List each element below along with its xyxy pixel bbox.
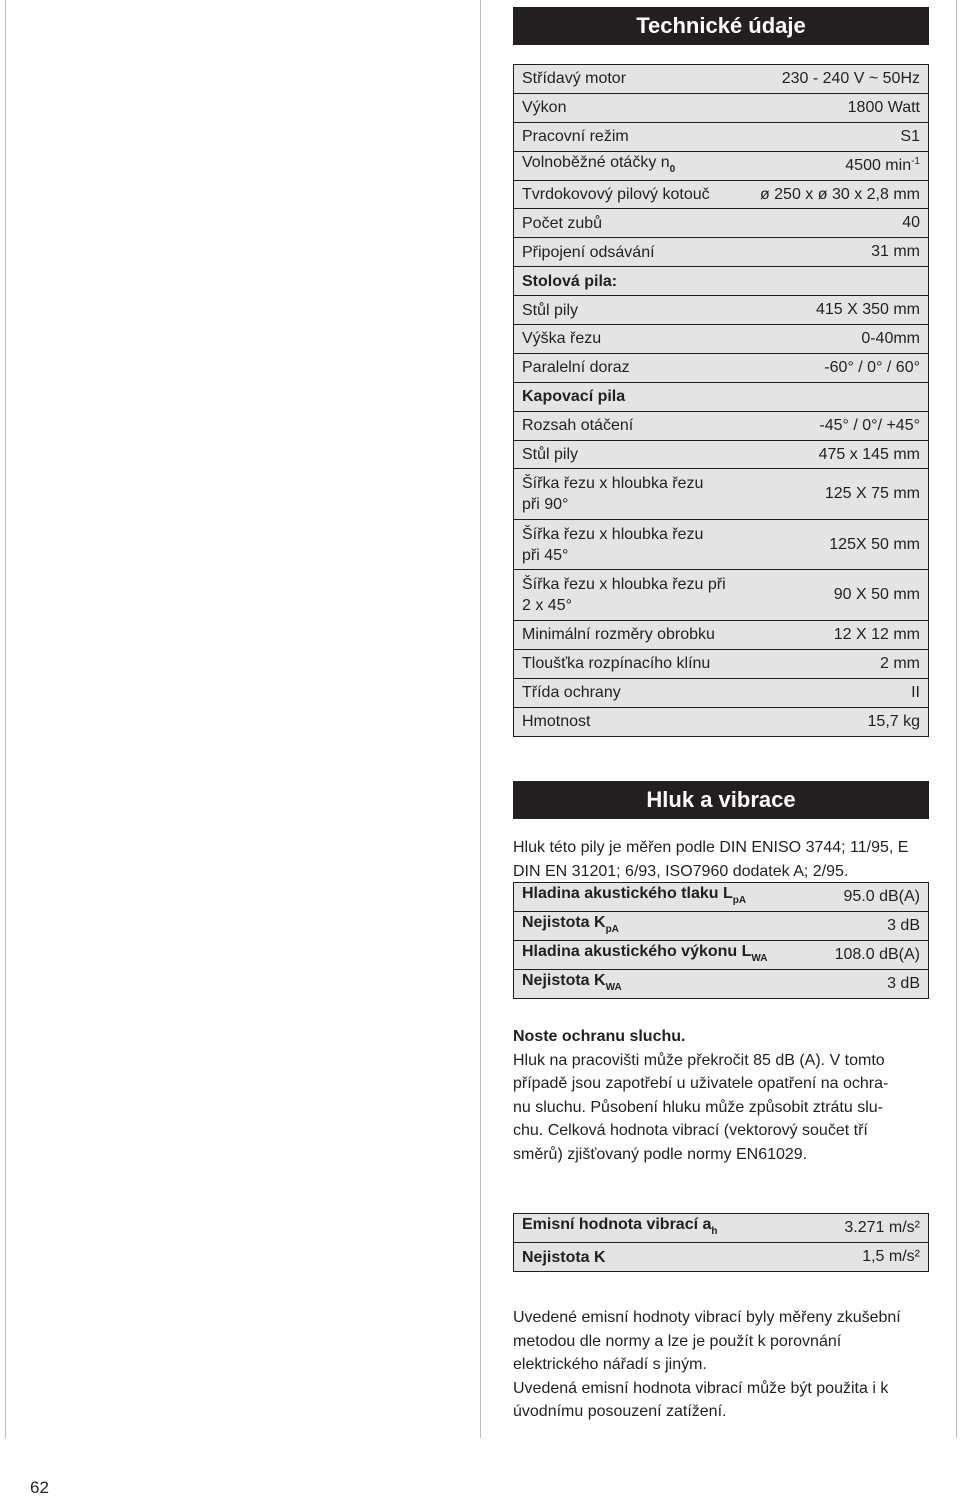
spec-label: Šířka řezu x hloubka řezu při 90° xyxy=(522,475,704,514)
spec-label: Výška řezu xyxy=(522,330,602,348)
vibration-row xyxy=(514,1242,928,1271)
note-line: elektrického nářadí s jiným. xyxy=(513,1356,707,1373)
spec-label: Výkon xyxy=(522,99,567,117)
noise-label: Nejistota $K_{pA}$ xyxy=(522,914,619,935)
spec-label: Tvrdokovový pilový kotouč xyxy=(522,186,710,203)
protection-text xyxy=(513,1049,929,1167)
spec-row xyxy=(514,64,928,93)
noise-value: 3 dB xyxy=(887,975,920,992)
spec-label: Hmotnost xyxy=(522,713,591,731)
noise-value: 95.0 dB(A) xyxy=(843,888,920,905)
spec-value: 125 X 75 mm xyxy=(824,485,920,503)
noise-row xyxy=(514,940,928,969)
spec-value: 1800 Watt xyxy=(847,98,920,116)
spec-row xyxy=(514,122,928,151)
spec-row xyxy=(514,324,928,353)
spec-row xyxy=(514,411,928,440)
tech-heading: Technické údaje xyxy=(513,7,929,45)
noise-row xyxy=(514,969,928,998)
spec-value: 230 - 240 V ~ 50Hz xyxy=(781,69,920,87)
spec-value: 475 x 145 mm xyxy=(818,445,920,463)
protection-line: chu. Celková hodnota vibrací (vektorový součet tří xyxy=(513,1122,868,1139)
spec-label: Stůl pily xyxy=(522,301,579,319)
spec-label: Stolová pila: xyxy=(522,272,618,290)
spec-row xyxy=(514,151,928,180)
noise-table xyxy=(513,882,929,999)
spec-label-subscript: 0 xyxy=(669,163,676,175)
vibration-value: 1,5 m/s² xyxy=(862,1248,920,1265)
noise-value: 108.0 dB(A) xyxy=(834,946,920,963)
protection-title: Noste ochranu sluchu. xyxy=(513,1028,686,1045)
spec-label: Paralelní doraz xyxy=(522,359,630,377)
spec-row xyxy=(514,353,928,382)
noise-row xyxy=(514,882,928,911)
spec-label: Tloušťka rozpínacího klínu xyxy=(522,655,711,673)
right-margin-line xyxy=(956,0,957,1438)
spec-value: II xyxy=(911,683,920,701)
center-divider-line xyxy=(480,0,481,1438)
vibration-label-subscript: h xyxy=(711,1226,718,1237)
spec-label: Připojení odsávání xyxy=(522,243,655,261)
spec-label: Šířka řezu x hloubka řezu při 2 x 45° xyxy=(522,576,726,615)
protection-line: Hluk na pracovišti může překročit 85 dB (A). V tomto xyxy=(513,1051,885,1069)
spec-row xyxy=(514,440,928,469)
spec-row xyxy=(514,468,928,519)
spec-value: 4500 $\min^{-1}$ xyxy=(845,156,920,175)
spec-value: 0-40mm xyxy=(861,329,920,347)
noise-intro: Hluk této pily je měřen podle DIN ENISO 3744; 11/95, E DIN EN 31201; 6/93, ISO7960 dodatek A; 2/95. xyxy=(513,839,909,880)
left-margin-line xyxy=(5,0,6,1438)
spec-label: Třída ochrany xyxy=(522,684,621,702)
spec-label: Rozsah otáčení xyxy=(522,417,634,435)
page-number: 62 xyxy=(30,1478,49,1496)
spec-row xyxy=(514,707,928,736)
spec-row xyxy=(514,382,928,411)
spec-row xyxy=(514,93,928,122)
noise-label: Hladina akustického výkonu $L_{WA}$ xyxy=(522,943,768,964)
spec-row xyxy=(514,569,928,620)
spec-value: 415 X 350 mm xyxy=(815,301,920,319)
spec-value: ø 250 x ø 30 x 2,8 mm xyxy=(759,185,920,203)
spec-label: Volnoběžné otáčky $n_0$ xyxy=(522,153,676,175)
spec-label: Počet zubů xyxy=(522,214,603,232)
vibration-row xyxy=(514,1213,928,1242)
protection-line: případě jsou zapotřebí u uživatele opatření na ochra- xyxy=(513,1075,889,1092)
protection-line: nu sluchu. Působení hluku může způsobit ztrátu slu- xyxy=(513,1098,883,1116)
spec-value: 12 X 12 mm xyxy=(833,625,920,643)
noise-heading: Hluk a vibrace xyxy=(513,781,929,819)
spec-label: Střídavý motor xyxy=(522,70,627,88)
spec-label: Minimální rozměry obrobku xyxy=(522,626,715,644)
spec-row xyxy=(514,180,928,209)
spec-row xyxy=(514,208,928,237)
noise-row xyxy=(514,911,928,940)
vibration-label: Emisní hodnota vibrací $a_h$ xyxy=(522,1216,718,1237)
spec-value: 125X 50 mm xyxy=(829,535,920,553)
spec-value: -60° / 0° / 60° xyxy=(824,358,920,376)
note-line: Uvedené emisní hodnoty vibrací byly měřeny zkušební xyxy=(513,1309,901,1326)
noise-label-subscript: WA xyxy=(605,982,622,993)
vibration-table xyxy=(513,1213,929,1272)
spec-label: Šířka řezu x hloubka řezu při 45° xyxy=(522,525,704,564)
spec-value: 90 X 50 mm xyxy=(833,586,920,604)
spec-value: S1 xyxy=(900,127,920,145)
spec-value: 2 mm xyxy=(880,654,920,672)
note-line: Uvedená emisní hodnota vibrací může být použita i k xyxy=(513,1379,889,1397)
spec-row xyxy=(514,649,928,678)
spec-value-superscript: -1 xyxy=(911,156,920,168)
note-line: metodou dle normy a lze je použít k porovnání xyxy=(513,1332,842,1350)
spec-value: 31 mm xyxy=(871,243,920,261)
spec-value: 15,7 kg xyxy=(867,712,920,730)
protection-section xyxy=(513,1025,929,1166)
noise-label-subscript: WA xyxy=(751,953,768,964)
spec-row xyxy=(514,519,928,570)
note-line: úvodnímu posouzení zatížení. xyxy=(513,1403,727,1420)
spec-row xyxy=(514,237,928,266)
spec-value: -45° / 0°/ +45° xyxy=(819,416,920,434)
noise-label-subscript: pA xyxy=(605,924,619,935)
noise-label-subscript: pA xyxy=(732,895,747,906)
spec-row xyxy=(514,295,928,324)
vibration-label: Nejistota K xyxy=(522,1248,606,1266)
spec-row xyxy=(514,678,928,707)
spec-label: Stůl pily xyxy=(522,446,579,464)
spec-value: 40 xyxy=(902,214,920,232)
noise-label: Nejistota $K_{WA}$ xyxy=(522,972,622,993)
tech-table xyxy=(513,64,929,737)
vibration-note xyxy=(513,1306,929,1424)
spec-label: Kapovací pila xyxy=(522,388,626,406)
spec-label: Pracovní režim xyxy=(522,128,629,146)
noise-label: Hladina akustického tlaku $L_{pA}$ xyxy=(522,885,747,906)
spec-row xyxy=(514,266,928,295)
spec-row xyxy=(514,620,928,649)
noise-value: 3 dB xyxy=(887,917,920,934)
vibration-value: 3.271 m/s² xyxy=(844,1219,920,1236)
protection-line: směrů) zjišťovaný podle normy EN61029. xyxy=(513,1145,808,1163)
